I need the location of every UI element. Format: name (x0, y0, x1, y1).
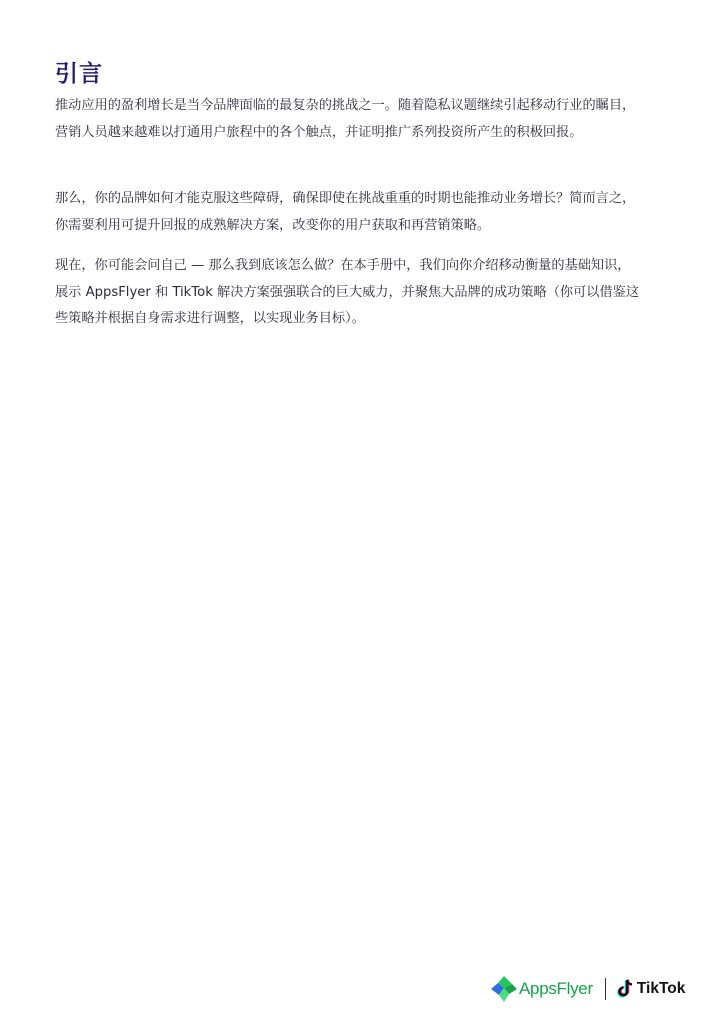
footer-logos (490, 972, 700, 1006)
tiktok-logo-icon (616, 979, 634, 999)
appsflyer-logo-icon (490, 975, 518, 1003)
logo-divider (605, 978, 606, 1000)
page-title: 引言 (55, 61, 103, 87)
intro-paragraph-2: 那么，你的品牌如何才能克服这些障碍，确保即使在挑战重重的时期也能推动业务增长？简而言之，你需要利用可提升回报的成熟解决方案，改变你的用户获取和再营销策略。 (55, 191, 636, 233)
tiktok-logo (616, 979, 686, 999)
appsflyer-logo-text: AppsFlyer (519, 979, 593, 998)
appsflyer-logo (490, 975, 593, 1003)
intro-paragraph-1: 推动应用的盈利增长是当今品牌面临的最复杂的挑战之一。随着隐私议题继续引起移动行业的瞩目，营销人员越来越难以打通用户旅程中的各个触点，并证明推广系列投资所产生的积极回报。 (55, 98, 636, 140)
tiktok-logo-text: TikTok (636, 980, 686, 997)
intro-paragraph-3: 现在，你可能会问自己 — 那么我到底该怎么做？在本手册中，我们向你介绍移动衡量的基础知识，展示 AppsFlyer 和 TikTok 解决方案强强联合的巨大威力，并聚焦大品牌的成功策略（你可以借鉴这些策略并根据自身需求进行调整，以实现业务目标）。 (55, 258, 640, 326)
